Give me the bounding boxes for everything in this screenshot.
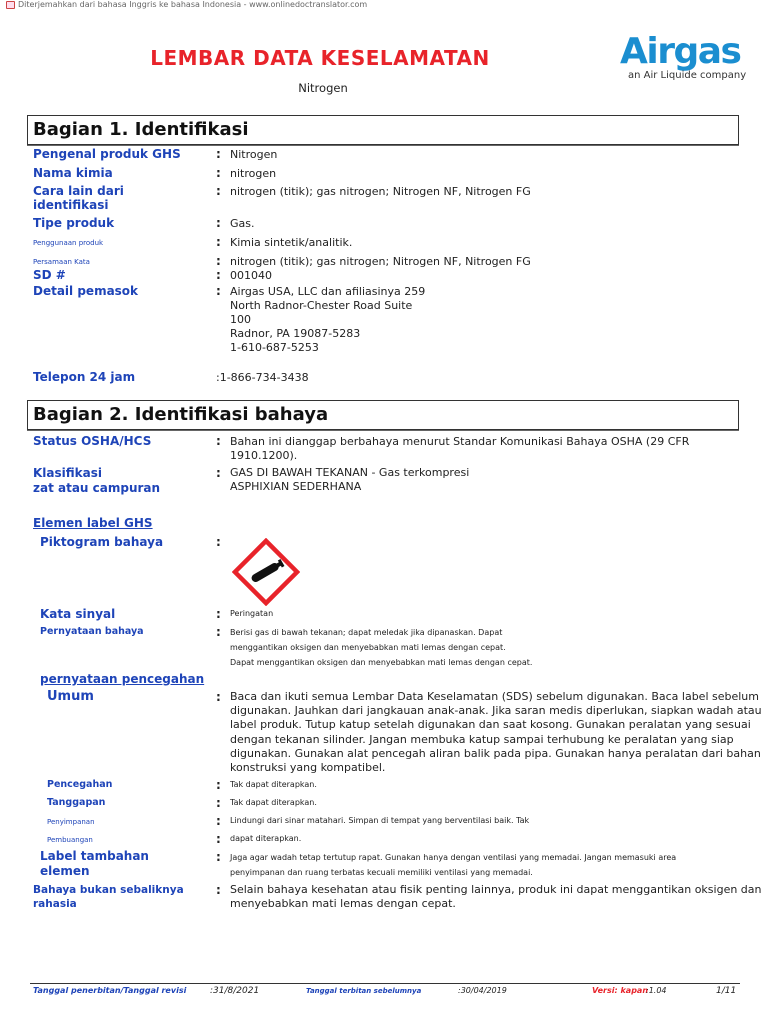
colon: : bbox=[216, 254, 221, 268]
footer-previous-label: Tanggal terbitan sebelumnya bbox=[306, 987, 422, 995]
value-supplier-details: Airgas USA, LLC dan afiliasinya 259 North Radnor-Chester Road Suite 100 Radnor, PA 19087-5283 1-610-687-5253 bbox=[230, 285, 426, 354]
footer-issue-label: Tanggal penerbitan/Tanggal revisi bbox=[33, 986, 187, 995]
value-supplemental-elements: Jaga agar wadah tetap tertutup rapat. Gunakan hanya dengan ventilasi yang memadai. Jangan memasuki area penyimpanan dan ruang terbatas kecuali memiliki ventilasi yang memadai. bbox=[230, 853, 677, 877]
value-hazard-statements-1: Berisi gas di bawah tekanan; dapat meledak jika dipanaskan. Dapat menggantikan oksigen dan menyebabkan mati lemas dengan cepat. bbox=[230, 628, 506, 652]
value-other-identification: nitrogen (titik); gas nitrogen; Nitrogen NF, Nitrogen FG bbox=[230, 185, 531, 198]
label-supplemental-elements: Label tambahan elemen bbox=[40, 849, 149, 878]
section-1-rule bbox=[27, 145, 739, 146]
label-product-use: Penggunaan produk bbox=[33, 239, 104, 247]
colon: : bbox=[216, 850, 221, 864]
footer-version-value: :1.04 bbox=[646, 986, 667, 995]
colon: : bbox=[216, 883, 221, 897]
colon: : bbox=[216, 690, 221, 704]
gas-cylinder-icon bbox=[232, 538, 300, 606]
colon: : bbox=[216, 166, 221, 180]
label-disposal: Pembuangan bbox=[47, 836, 93, 844]
colon: : bbox=[216, 216, 221, 230]
value-disposal: dapat diterapkan. bbox=[230, 834, 302, 843]
colon: : bbox=[216, 184, 221, 198]
colon: : bbox=[216, 625, 221, 639]
label-osha-status: Status OSHA/HCS bbox=[33, 434, 152, 448]
value-prevention: Tak dapat diterapkan. bbox=[230, 780, 317, 789]
colon: : bbox=[216, 814, 221, 828]
value-other-hazards: Selain bahaya kesehatan atau fisik penting lainnya, produk ini dapat menggantikan oksigen dan menyebabkan mati lemas dengan cepat. bbox=[230, 883, 762, 910]
value-hazard-statements-2: Dapat menggantikan oksigen dan menyebabkan mati lemas dengan cepat. bbox=[230, 658, 533, 667]
label-response: Tanggapan bbox=[47, 797, 106, 808]
value-chemical-name: nitrogen bbox=[230, 167, 277, 180]
footer-page-number: 1/11 bbox=[716, 986, 737, 996]
label-supplier-details: Detail pemasok bbox=[33, 284, 139, 298]
label-sd-number: SD # bbox=[33, 268, 66, 282]
label-other-hazards: Bahaya bukan sebaliknya rahasia bbox=[33, 884, 184, 910]
colon: : bbox=[216, 434, 221, 448]
colon: : bbox=[216, 607, 221, 621]
label-classification: Klasifikasi zat atau campuran bbox=[33, 466, 161, 495]
value-product-type: Gas. bbox=[230, 217, 255, 230]
colon: : bbox=[216, 778, 221, 792]
value-response: Tak dapat diterapkan. bbox=[230, 798, 317, 807]
label-chemical-name: Nama kimia bbox=[33, 166, 113, 180]
section-2-rule bbox=[27, 430, 739, 431]
label-product-type: Tipe produk bbox=[33, 216, 115, 230]
value-general: Baca dan ikuti semua Lembar Data Keselamatan (SDS) sebelum digunakan. Baca label sebelum digunakan. Jauhkan dari jangkauan anak-anak. Jika saran medis diperlukan, siapkan wadah atau label produk. Tutup katup setelah digunakan dan saat kosong. Gunakan peralatan yang sesuai dengan tekanan silinder. Jangan membuka katup sampai terhubung ke peralatan yang siap digunakan. Gunakan alat pencegah aliran balik pada pipa. Gunakan hanya peralatan dari bahan konstruksi yang kompatibel. bbox=[230, 690, 762, 775]
logo-tagline: an Air Liquide company bbox=[628, 70, 747, 81]
footer-rule bbox=[30, 983, 740, 984]
label-ghs-elements: Elemen label GHS bbox=[33, 516, 153, 530]
colon: : bbox=[216, 832, 221, 846]
section-2-header: Bagian 2. Identifikasi bahaya bbox=[27, 400, 739, 430]
translation-banner bbox=[6, 0, 367, 9]
company-logo bbox=[620, 32, 750, 81]
label-pictogram: Piktogram bahaya bbox=[40, 535, 164, 549]
label-prevention: Pencegahan bbox=[47, 779, 113, 790]
label-ghs-identifier: Pengenal produk GHS bbox=[33, 147, 181, 161]
label-hazard-statements: Pernyataan bahaya bbox=[40, 626, 144, 637]
value-sd-number: 001040 bbox=[230, 269, 272, 282]
label-precautionary-statements: pernyataan pencegahan bbox=[40, 672, 205, 686]
colon: : bbox=[216, 284, 221, 298]
label-signal-word: Kata sinyal bbox=[40, 607, 116, 621]
section-1-header: Bagian 1. Identifikasi bbox=[27, 115, 739, 145]
logo-wordmark: Airgas bbox=[620, 31, 741, 72]
label-storage: Penyimpanan bbox=[47, 818, 95, 826]
label-emergency-phone: Telepon 24 jam bbox=[33, 370, 136, 384]
translator-icon bbox=[6, 1, 15, 9]
label-general: Umum bbox=[47, 689, 94, 704]
label-synonyms: Persamaan Kata bbox=[33, 258, 90, 266]
value-ghs-identifier: Nitrogen bbox=[230, 148, 278, 161]
colon: : bbox=[216, 796, 221, 810]
colon: : bbox=[216, 147, 221, 161]
value-classification: GAS DI BAWAH TEKANAN - Gas terkompresi ASPHIXIAN SEDERHANA bbox=[230, 466, 470, 493]
footer-issue-value: :31/8/2021 bbox=[210, 986, 260, 996]
footer-previous-value: :30/04/2019 bbox=[458, 986, 507, 995]
value-synonyms: nitrogen (titik); gas nitrogen; Nitrogen NF, Nitrogen FG bbox=[230, 255, 531, 268]
value-storage: Lindungi dari sinar matahari. Simpan di tempat yang berventilasi baik. Tak bbox=[230, 816, 530, 825]
colon: : bbox=[216, 535, 221, 549]
value-osha-status: Bahan ini dianggap berbahaya menurut Standar Komunikasi Bahaya OSHA (29 CFR 1910.1200). bbox=[230, 435, 690, 462]
colon: : bbox=[216, 466, 221, 480]
colon: : bbox=[216, 268, 221, 282]
value-signal-word: Peringatan bbox=[230, 609, 274, 618]
document-subtitle: Nitrogen bbox=[298, 81, 348, 95]
document-title: LEMBAR DATA KESELAMATAN bbox=[150, 46, 490, 70]
label-other-identification: Cara lain dari identifikasi bbox=[33, 184, 124, 212]
footer-version-label: Versi: kapan bbox=[592, 986, 649, 995]
colon: : bbox=[216, 235, 221, 249]
banner-text[interactable]: Diterjemahkan dari bahasa Inggris ke bahasa Indonesia - www.onlinedoctranslator.com bbox=[18, 0, 368, 9]
value-emergency-phone: :1-866-734-3438 bbox=[216, 371, 309, 384]
value-product-use: Kimia sintetik/analitik. bbox=[230, 236, 353, 249]
